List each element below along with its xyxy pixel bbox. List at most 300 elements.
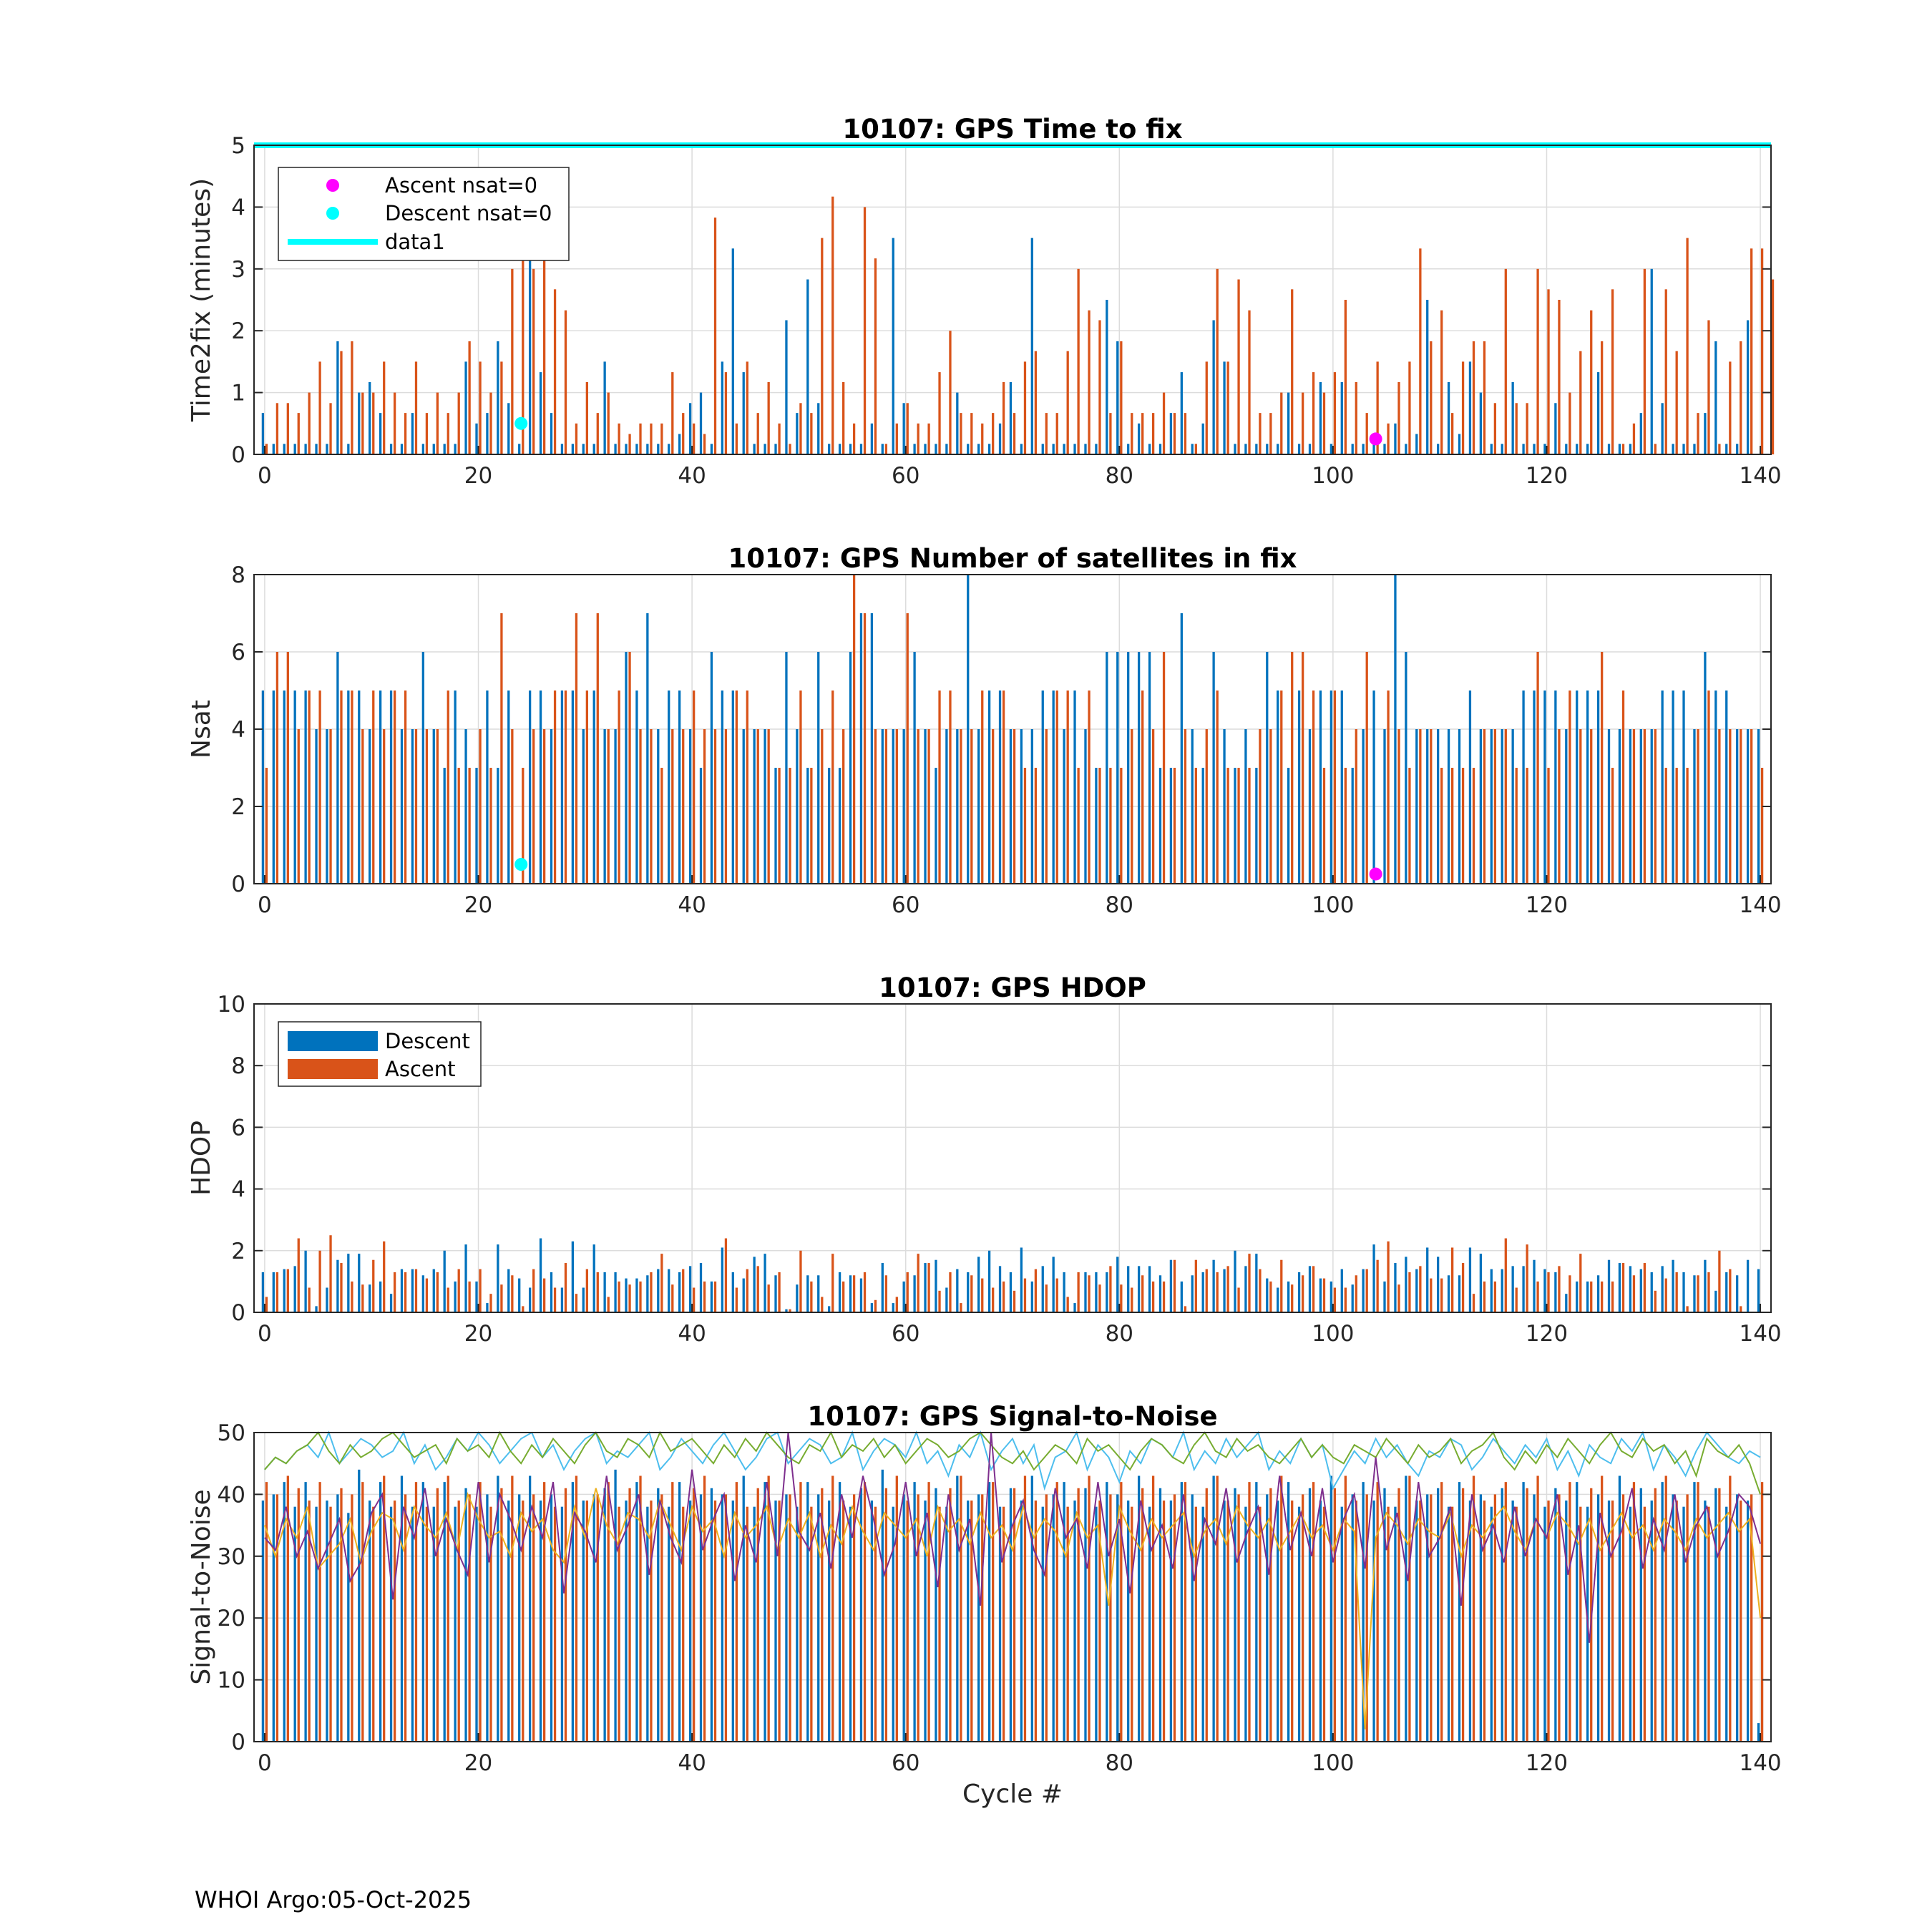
legend-descent-nsat0-marker — [326, 207, 339, 220]
ascent-bar — [1387, 424, 1389, 454]
descent-bar — [646, 444, 648, 454]
descent-bar — [871, 1303, 873, 1312]
descent-bar — [1405, 652, 1407, 884]
ascent-bar — [511, 269, 513, 454]
descent-bar — [507, 1501, 509, 1742]
ascent-bar — [1259, 1269, 1261, 1312]
descent-bar — [774, 1275, 776, 1312]
ascent-bar — [1355, 729, 1357, 884]
ascent-bar — [565, 691, 567, 884]
descent-bar — [603, 1272, 605, 1312]
descent-bar — [464, 729, 467, 884]
descent-bar — [871, 613, 873, 884]
ascent-bar — [361, 1284, 364, 1312]
ascent-bar — [372, 1507, 374, 1742]
descent-bar — [1651, 729, 1653, 884]
descent-bar — [1309, 444, 1311, 454]
descent-bar — [336, 1494, 338, 1742]
x-tick-label: 80 — [1105, 1750, 1134, 1776]
ascent-bar — [799, 403, 801, 454]
descent-bar — [358, 1470, 360, 1742]
legend-data1-label: data1 — [385, 230, 445, 254]
descent-bar — [1277, 691, 1279, 884]
descent-bar — [1662, 403, 1664, 454]
ascent-bar — [1654, 444, 1657, 454]
ascent-bar — [1024, 1279, 1026, 1312]
descent-bar — [1127, 652, 1129, 884]
ascent-bar — [329, 403, 331, 454]
descent-bar — [1255, 1254, 1257, 1312]
ascent-bar — [1451, 1507, 1453, 1742]
ascent-bar — [1430, 1279, 1432, 1312]
ascent-bar — [500, 1284, 502, 1312]
ascent-bar — [522, 1306, 524, 1312]
descent-bar — [1191, 1275, 1194, 1312]
descent-bar — [294, 1266, 296, 1312]
descent-bar — [646, 1507, 648, 1742]
x-tick-label: 120 — [1525, 1750, 1568, 1776]
ascent-bar — [874, 1300, 877, 1312]
descent-bar — [1095, 768, 1097, 884]
ascent-bar — [864, 1272, 866, 1312]
ascent-bar — [1451, 413, 1453, 454]
ascent-bar — [543, 258, 545, 454]
x-tick-label: 120 — [1525, 463, 1568, 489]
descent-bar — [1084, 1488, 1086, 1742]
descent-bar — [1202, 768, 1204, 884]
ascent-bar — [1547, 1272, 1549, 1312]
descent-bar — [1159, 444, 1161, 454]
descent-bar — [540, 1239, 542, 1312]
ascent-bar — [693, 1288, 695, 1312]
descent-bar — [1212, 652, 1214, 884]
descent-bar — [1747, 1260, 1749, 1312]
descent-bar — [529, 1288, 531, 1312]
descent-bar — [1469, 691, 1471, 884]
descent-bar — [304, 444, 306, 454]
ascent-bar — [927, 729, 930, 884]
ascent-bar — [1644, 729, 1646, 884]
ascent-bar — [1462, 1488, 1464, 1742]
descent-bar — [1448, 382, 1450, 454]
ascent-bar — [318, 1251, 321, 1312]
ascent-bar — [575, 424, 577, 454]
ascent-bar — [1718, 444, 1720, 454]
ascent-bar — [1419, 729, 1421, 884]
ascent-bar — [949, 691, 951, 884]
descent-bar — [1415, 729, 1418, 884]
y-axis-label: Time2fix (minutes) — [187, 177, 216, 422]
y-tick-label: 2 — [231, 318, 245, 345]
ascent-bar — [938, 691, 940, 884]
descent-bar — [614, 1470, 616, 1742]
descent-bar — [1063, 1272, 1065, 1312]
descent-bar — [1704, 413, 1706, 454]
descent-bar — [379, 691, 381, 884]
ascent-bar — [308, 393, 311, 454]
plot-title: 10107: GPS Number of satellites in fix — [728, 543, 1297, 574]
ascent-bar — [853, 575, 855, 884]
descent-bar — [635, 1279, 638, 1312]
descent-bar — [1170, 768, 1172, 884]
ascent-bar — [1707, 1272, 1709, 1312]
ascent-bar — [736, 1482, 738, 1742]
descent-bar — [1309, 729, 1311, 884]
ascent-bar — [575, 1294, 577, 1312]
y-tick-label: 0 — [231, 442, 245, 468]
descent-bar — [379, 413, 381, 454]
descent-bar — [379, 1482, 381, 1742]
ascent-bar — [1740, 729, 1742, 884]
ascent-bar — [1419, 248, 1421, 454]
descent-bar — [518, 1494, 520, 1742]
descent-bar — [262, 1272, 264, 1312]
descent-bar — [603, 729, 605, 884]
descent-bar — [1073, 444, 1075, 454]
ascent-bar — [981, 424, 983, 454]
descent-bar — [1640, 729, 1642, 884]
ascent-bar — [992, 729, 994, 884]
ascent-bar — [1013, 1291, 1015, 1312]
ascent-bar — [1665, 1475, 1667, 1742]
ascent-bar — [746, 691, 748, 884]
descent-bar — [1554, 403, 1556, 454]
descent-bar — [304, 1251, 306, 1312]
descent-bar — [763, 729, 766, 884]
ascent-bar — [736, 1288, 738, 1312]
ascent-bar — [1216, 269, 1219, 454]
ascent-bar — [1237, 1494, 1239, 1742]
descent-bar — [1651, 269, 1653, 454]
descent-bar — [1491, 1269, 1493, 1312]
descent-bar — [614, 1272, 616, 1312]
ascent-bar — [329, 729, 331, 884]
ascent-bar — [608, 393, 610, 454]
descent-bar — [326, 444, 328, 454]
ascent-bar — [468, 768, 470, 884]
ascent-bar — [1761, 1482, 1763, 1742]
descent-bar — [1319, 382, 1322, 454]
ascent-bar — [565, 311, 567, 454]
descent-bar — [1565, 729, 1567, 884]
descent-bar — [1501, 729, 1503, 884]
descent-bar — [711, 444, 713, 454]
descent-bar — [454, 444, 456, 454]
descent-bar — [1651, 1272, 1653, 1312]
descent-nsat0-marker — [514, 858, 527, 871]
ascent-bar — [682, 729, 684, 884]
ascent-bar — [960, 1475, 962, 1742]
ascent-bar — [1366, 413, 1368, 454]
descent-bar — [1319, 1501, 1322, 1742]
ascent-bar — [1633, 1482, 1635, 1742]
ascent-bar — [298, 1239, 300, 1312]
descent-bar — [1704, 652, 1706, 884]
descent-bar — [1330, 444, 1332, 454]
ascent-bar — [1505, 1239, 1507, 1312]
ascent-bar — [1056, 1279, 1058, 1312]
descent-bar — [1106, 1272, 1108, 1312]
descent-bar — [1352, 444, 1354, 454]
ascent-bar — [1098, 1284, 1101, 1312]
descent-bar — [336, 652, 338, 884]
ascent-bar — [1248, 1254, 1250, 1312]
ascent-bar — [468, 341, 470, 454]
ascent-bar — [949, 1272, 951, 1312]
descent-bar — [1480, 1494, 1482, 1742]
descent-bar — [796, 729, 798, 884]
descent-bar — [732, 1272, 734, 1312]
descent-bar — [1480, 1254, 1482, 1312]
x-tick-label: 60 — [891, 1321, 920, 1347]
ascent-bar — [1526, 403, 1528, 454]
ascent-bar — [821, 729, 823, 884]
descent-bar — [358, 393, 360, 454]
descent-bar — [1501, 444, 1503, 454]
descent-bar — [1095, 444, 1097, 454]
ascent-bar — [1707, 321, 1709, 454]
descent-bar — [1491, 1507, 1493, 1742]
ascent-bar — [1077, 1272, 1079, 1312]
ascent-bar — [351, 691, 353, 884]
ascent-bar — [1633, 729, 1635, 884]
ascent-bar — [746, 361, 748, 454]
ascent-bar — [532, 1269, 535, 1312]
ascent-bar — [821, 238, 823, 454]
descent-bar — [796, 1284, 798, 1312]
ascent-bar — [287, 652, 289, 884]
x-tick-label: 80 — [1105, 1321, 1134, 1347]
ascent-bar — [1772, 279, 1774, 454]
descent-bar — [1181, 1282, 1183, 1312]
ascent-bar — [276, 1494, 278, 1742]
descent-bar — [1383, 1282, 1385, 1312]
descent-bar — [1512, 1266, 1514, 1312]
ascent-bar — [1483, 341, 1485, 454]
ascent-bar — [436, 1488, 439, 1742]
ascent-bar — [554, 1507, 556, 1742]
ascent-bar — [1408, 1475, 1410, 1742]
ascent-bar — [1558, 1494, 1560, 1742]
ascent-bar — [500, 1488, 502, 1742]
ascent-bar — [1045, 413, 1048, 454]
descent-bar — [347, 444, 349, 454]
descent-bar — [1330, 691, 1332, 884]
ascent-bar — [757, 729, 759, 884]
ascent-bar — [436, 393, 439, 454]
descent-bar — [1682, 1272, 1684, 1312]
descent-bar — [1031, 238, 1033, 454]
descent-bar — [572, 691, 574, 884]
ascent-bar — [1601, 341, 1603, 454]
descent-bar — [1736, 729, 1738, 884]
descent-bar — [1448, 1507, 1450, 1742]
ascent-bar — [318, 1482, 321, 1742]
descent-bar — [561, 1507, 563, 1742]
descent-bar — [464, 361, 467, 454]
descent-bar — [678, 1482, 680, 1742]
descent-bar — [1448, 729, 1450, 884]
ascent-bar — [1633, 1275, 1635, 1312]
descent-bar — [347, 691, 349, 884]
descent-bar — [475, 424, 477, 454]
ascent-bar — [1718, 1251, 1720, 1312]
ascent-bar — [1440, 311, 1443, 454]
ascent-bar — [1590, 1282, 1592, 1312]
descent-bar — [444, 1251, 446, 1312]
ascent-bar — [426, 1507, 428, 1742]
x-tick-label: 140 — [1739, 892, 1782, 918]
ascent-bar — [1195, 1260, 1197, 1312]
descent-bar — [464, 1488, 467, 1742]
descent-bar — [1714, 691, 1717, 884]
descent-bar — [1309, 1488, 1311, 1742]
ascent-bar — [853, 1275, 855, 1312]
descent-bar — [1298, 1507, 1300, 1742]
descent-bar — [1223, 361, 1225, 454]
ascent-bar — [1536, 269, 1538, 454]
ascent-bar — [831, 1254, 834, 1312]
descent-bar — [1234, 1488, 1236, 1742]
ascent-bar — [1237, 768, 1239, 884]
ascent-bar — [1366, 652, 1368, 884]
descent-bar — [369, 382, 371, 454]
descent-bar — [1138, 652, 1140, 884]
ascent-bar — [981, 691, 983, 884]
ascent-bar — [725, 1494, 727, 1742]
descent-bar — [743, 729, 745, 884]
descent-bar — [1714, 1291, 1717, 1312]
ascent-bar — [1302, 393, 1304, 454]
ascent-bar — [543, 729, 545, 884]
descent-bar — [700, 768, 702, 884]
descent-bar — [849, 1507, 852, 1742]
ascent-bar — [1473, 1475, 1475, 1742]
x-tick-label: 60 — [891, 892, 920, 918]
descent-bar — [1458, 1482, 1460, 1742]
descent-bar — [1372, 1244, 1375, 1312]
ascent-bar — [1088, 1275, 1090, 1312]
descent-bar — [1394, 424, 1396, 454]
ascent-bar — [1109, 1494, 1111, 1742]
ascent-bar — [394, 691, 396, 884]
ascent-bar — [1654, 729, 1657, 884]
ascent-bar — [660, 1254, 663, 1312]
legend — [278, 1022, 481, 1086]
ascent-bar — [1644, 269, 1646, 454]
ascent-bar — [1387, 691, 1389, 884]
ascent-bar — [810, 413, 812, 454]
descent-bar — [1191, 444, 1194, 454]
x-tick-label: 0 — [258, 892, 272, 918]
descent-bar — [967, 444, 969, 454]
descent-bar — [1063, 1482, 1065, 1742]
descent-bar — [411, 1269, 414, 1312]
descent-bar — [1309, 1266, 1311, 1312]
descent-bar — [1266, 444, 1268, 454]
ascent-bar — [842, 382, 844, 454]
ascent-bar — [329, 1235, 331, 1312]
ascent-bar — [1516, 768, 1518, 884]
ascent-bar — [1611, 1282, 1614, 1312]
ascent-bar — [831, 1475, 834, 1742]
ascent-bar — [1579, 351, 1581, 454]
descent-bar — [1116, 652, 1118, 884]
descent-bar — [326, 1288, 328, 1312]
descent-bar — [871, 1501, 873, 1742]
descent-bar — [999, 691, 1001, 884]
descent-bar — [1298, 1272, 1300, 1312]
ascent-bar — [1440, 1279, 1443, 1312]
descent-bar — [689, 1266, 691, 1312]
ascent-bar — [660, 768, 663, 884]
descent-bar — [1426, 1494, 1428, 1742]
ascent-bar — [1516, 403, 1518, 454]
x-tick-label: 100 — [1312, 1321, 1355, 1347]
ascent-bar — [372, 1260, 374, 1312]
descent-bar — [1522, 691, 1524, 884]
ascent-bar — [308, 691, 311, 884]
ascent-bar — [714, 218, 716, 454]
ascent-bar — [1644, 1507, 1646, 1742]
descent-bar — [1597, 372, 1599, 454]
descent-bar — [1084, 444, 1086, 454]
ascent-bar — [1002, 1282, 1005, 1312]
ascent-bar — [842, 1282, 844, 1312]
ascent-bar — [1676, 1272, 1678, 1312]
y-axis-label: Signal-to-Noise — [187, 1489, 216, 1685]
descent-bar — [1255, 1482, 1257, 1742]
ascent-bar — [1013, 413, 1015, 454]
descent-bar — [1437, 444, 1439, 454]
ascent-bar — [992, 413, 994, 454]
descent-bar — [817, 652, 819, 884]
descent-bar — [1095, 1272, 1097, 1312]
ascent-bar — [757, 1266, 759, 1312]
descent-bar — [999, 424, 1001, 454]
descent-bar — [743, 372, 745, 454]
ascent-bar — [1707, 691, 1709, 884]
descent-bar — [1352, 768, 1354, 884]
descent-bar — [1543, 691, 1546, 884]
descent-bar — [1672, 1260, 1674, 1312]
descent-bar — [1031, 1282, 1033, 1312]
descent-bar — [1020, 729, 1023, 884]
ascent-bar — [1451, 768, 1453, 884]
ascent-bar — [575, 613, 577, 884]
ascent-bar — [1291, 289, 1293, 454]
descent-bar — [1223, 1269, 1225, 1312]
ascent-bar — [938, 1291, 940, 1312]
descent-bar — [1191, 1494, 1194, 1742]
ascent-bar — [1430, 341, 1432, 454]
descent-bar — [347, 1254, 349, 1312]
ascent-bar — [1152, 413, 1154, 454]
descent-bar — [1426, 729, 1428, 884]
ascent-bar — [340, 691, 342, 884]
ascent-bar — [372, 691, 374, 884]
descent-bar — [1223, 729, 1225, 884]
descent-bar — [668, 691, 670, 884]
ascent-bar — [1323, 768, 1325, 884]
ascent-bar — [489, 1294, 492, 1312]
descent-bar — [1084, 1272, 1086, 1312]
ascent-bar — [1195, 768, 1197, 884]
descent-bar — [561, 691, 563, 884]
ascent-bar — [1088, 691, 1090, 884]
descent-bar — [860, 444, 862, 454]
legend-descent-nsat0-label: Descent nsat=0 — [385, 201, 552, 225]
